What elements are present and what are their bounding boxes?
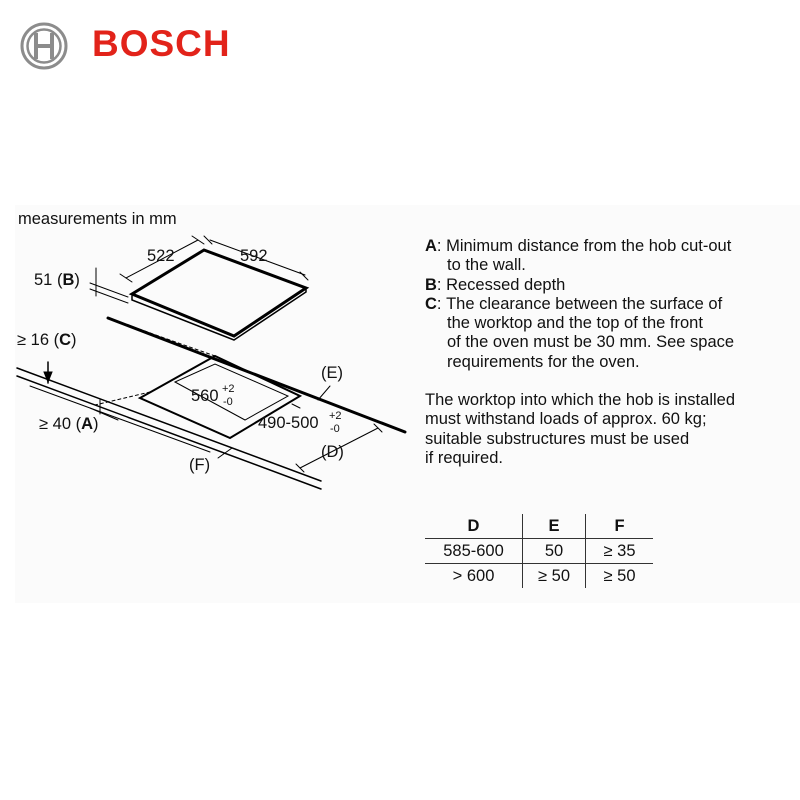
note-c-line3: of the oven must be 30 mm. See space (447, 333, 735, 352)
note-c: C : The clearance between the surface of (425, 294, 723, 313)
recessed-depth-label: 51 (B) (34, 271, 80, 289)
hob-lower-edge (132, 288, 306, 340)
table-row: > 600 ≥ 50 ≥ 50 (425, 564, 653, 589)
unit-note: measurements in mm (18, 210, 177, 228)
cutout-depth-tol-plus: +2 (329, 410, 342, 422)
label-e: (E) (321, 364, 344, 382)
clearance-table (425, 514, 653, 588)
cutout-width-tol-plus: +2 (222, 383, 235, 395)
load-note: The worktop into which the hob is installed must withstand loads of approx. 60 kg; suitable substructures must be used if required. (425, 391, 736, 467)
table-row: 585-600 50 ≥ 35 (425, 539, 653, 564)
dashed-guide-2 (108, 318, 215, 356)
note-a: A : Minimum distance from the hob cut-out (425, 237, 732, 255)
label-d: (D) (321, 443, 344, 461)
table-header-f: F (586, 514, 654, 539)
hob-width-label: 592 (240, 247, 268, 265)
note-c-line2: the worktop and the top of the front (447, 314, 703, 333)
table-header-e: E (523, 514, 586, 539)
note-c-line4: requirements for the oven. (447, 352, 640, 371)
hob-depth-label: 522 (147, 247, 175, 265)
notes-block (425, 237, 785, 468)
brand-name: BOSCH (92, 23, 231, 64)
cutout-width-label: 560 (191, 387, 219, 405)
cutout-depth-tol-minus: -0 (330, 423, 340, 435)
table-header-d: D (467, 516, 480, 535)
note-b: B : Recessed depth (425, 275, 566, 294)
cutout-width-tol-minus: -0 (223, 396, 233, 408)
label-f: (F) (189, 456, 211, 474)
note-a-line2: to the wall. (447, 256, 526, 275)
cutout-depth-label: 490-500 (258, 414, 319, 432)
worktop-clearance-label: ≥ 16 (C) (17, 331, 77, 349)
wall-distance-label: ≥ 40 (A) (39, 415, 99, 433)
